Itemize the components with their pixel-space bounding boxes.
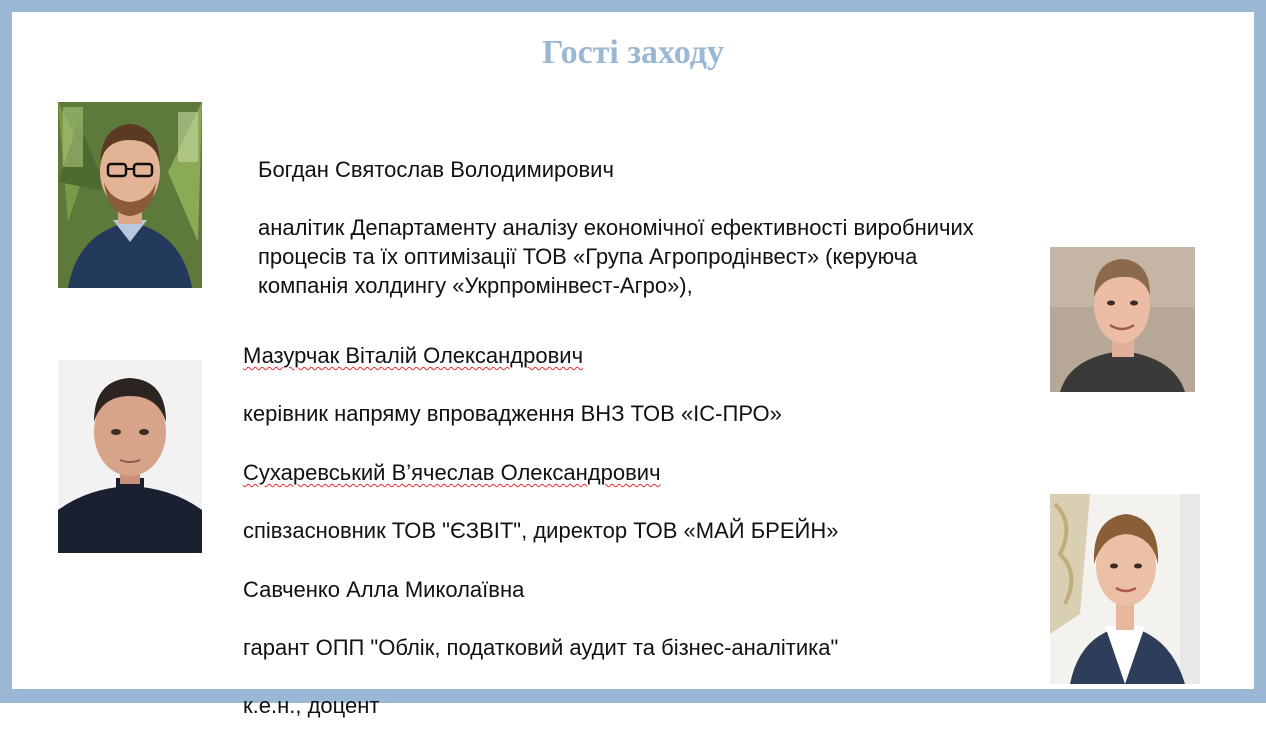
guest-description: гарант ОПП "Облік, податковий аудит та бізнес-аналітика"	[243, 635, 839, 660]
guest-degree: к.е.н., доцент	[243, 693, 380, 718]
guest-description: аналітик Департаменту аналізу економічної ефективності виробничих процесів та їх оптимізації ТОВ «Група Агропродінвест» (керуюча компанія холдингу «Укрпромінвест-Агро»),	[258, 215, 974, 298]
guest-description: співзасновник ТОВ "ЄЗВІТ", директор ТОВ «МАЙ БРЕЙН»	[243, 518, 839, 543]
guest-name: Савченко Алла Миколаївна	[243, 577, 525, 602]
guest-name: Мазурчак Віталій Олександрович	[243, 343, 584, 368]
guest-description: керівник напряму впровадження ВНЗ ТОВ «ІС-ПРО»	[243, 401, 782, 426]
guest-name: Богдан Святослав Володимирович	[258, 157, 614, 182]
guest-photo-bohdan	[58, 102, 202, 288]
guest-photo-right-top	[1050, 247, 1195, 392]
guest-photo-right-bottom	[1050, 494, 1200, 684]
guest-entry-savchenko	[243, 546, 1023, 749]
guest-photo-mazurchak	[58, 360, 202, 553]
page-title: Гості заходу	[542, 34, 724, 71]
guest-entry-bohdan	[258, 126, 998, 329]
guest-name: Сухаревський В’ячеслав Олександрович	[243, 460, 661, 485]
